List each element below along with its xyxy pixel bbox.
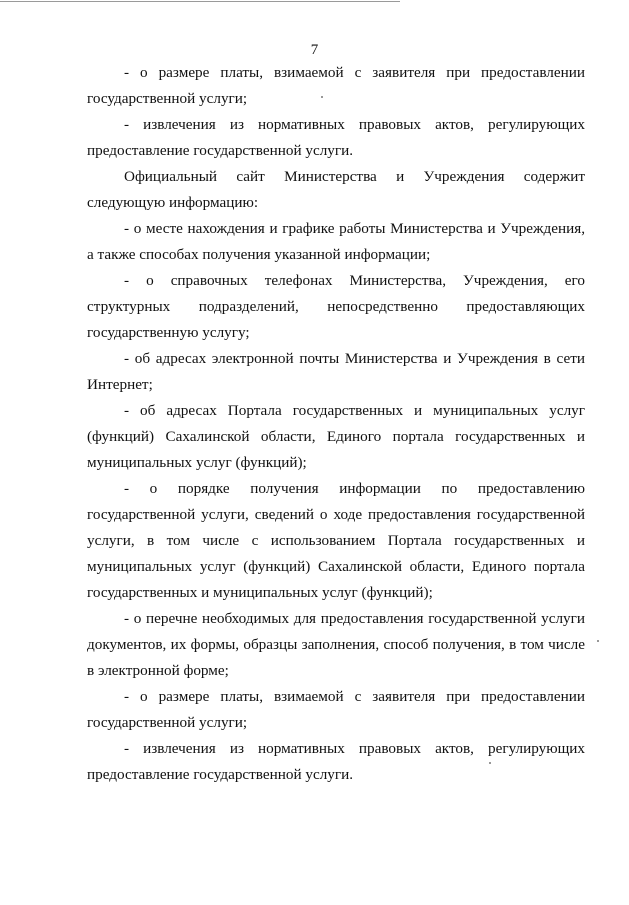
page-number: 7 [310, 42, 319, 58]
scan-speck [597, 640, 599, 642]
paragraph: - извлечения из нормативных правовых актов, регулирующих предоставление государственной услуги. [87, 740, 585, 783]
paragraph: - о размере платы, взимаемой с заявителя при предоставлении государственной услуги; [87, 64, 585, 107]
paragraph: - о порядке получения информации по предоставлению государственной услуги, сведений о ходе предоставления государственной услуги, в том числе с использованием Портала государственных и муниципальных услуг (функций) Сахалинской области, Единого портала государственных и муниципальных услуг (функций); [87, 480, 585, 601]
paragraph: - о справочных телефонах Министерства, Учреждения, его структурных подразделений, непосредственно предоставляющих государственную услугу; [87, 272, 585, 341]
paragraph: - об адресах Портала государственных и муниципальных услуг (функций) Сахалинской области, Единого портала государственных и муниципальных услуг (функций); [87, 402, 585, 471]
paragraph: - о размере платы, взимаемой с заявителя при предоставлении государственной услуги; [87, 688, 585, 731]
paragraph: - о месте нахождения и графике работы Министерства и Учреждения, а также способах получения указанной информации; [87, 220, 585, 263]
scan-edge-line [0, 1, 400, 2]
paragraph: - извлечения из нормативных правовых актов, регулирующих предоставление государственной услуги. [87, 116, 585, 159]
paragraph: - о перечне необходимых для предоставления государственной услуги документов, их формы, образцы заполнения, способ получения, в том числе в электронной форме; [87, 610, 585, 679]
paragraph: - об адресах электронной почты Министерства и Учреждения в сети Интернет; [87, 350, 585, 393]
document-body [87, 60, 585, 788]
paragraph: Официальный сайт Министерства и Учреждения содержит следующую информацию: [87, 168, 585, 211]
